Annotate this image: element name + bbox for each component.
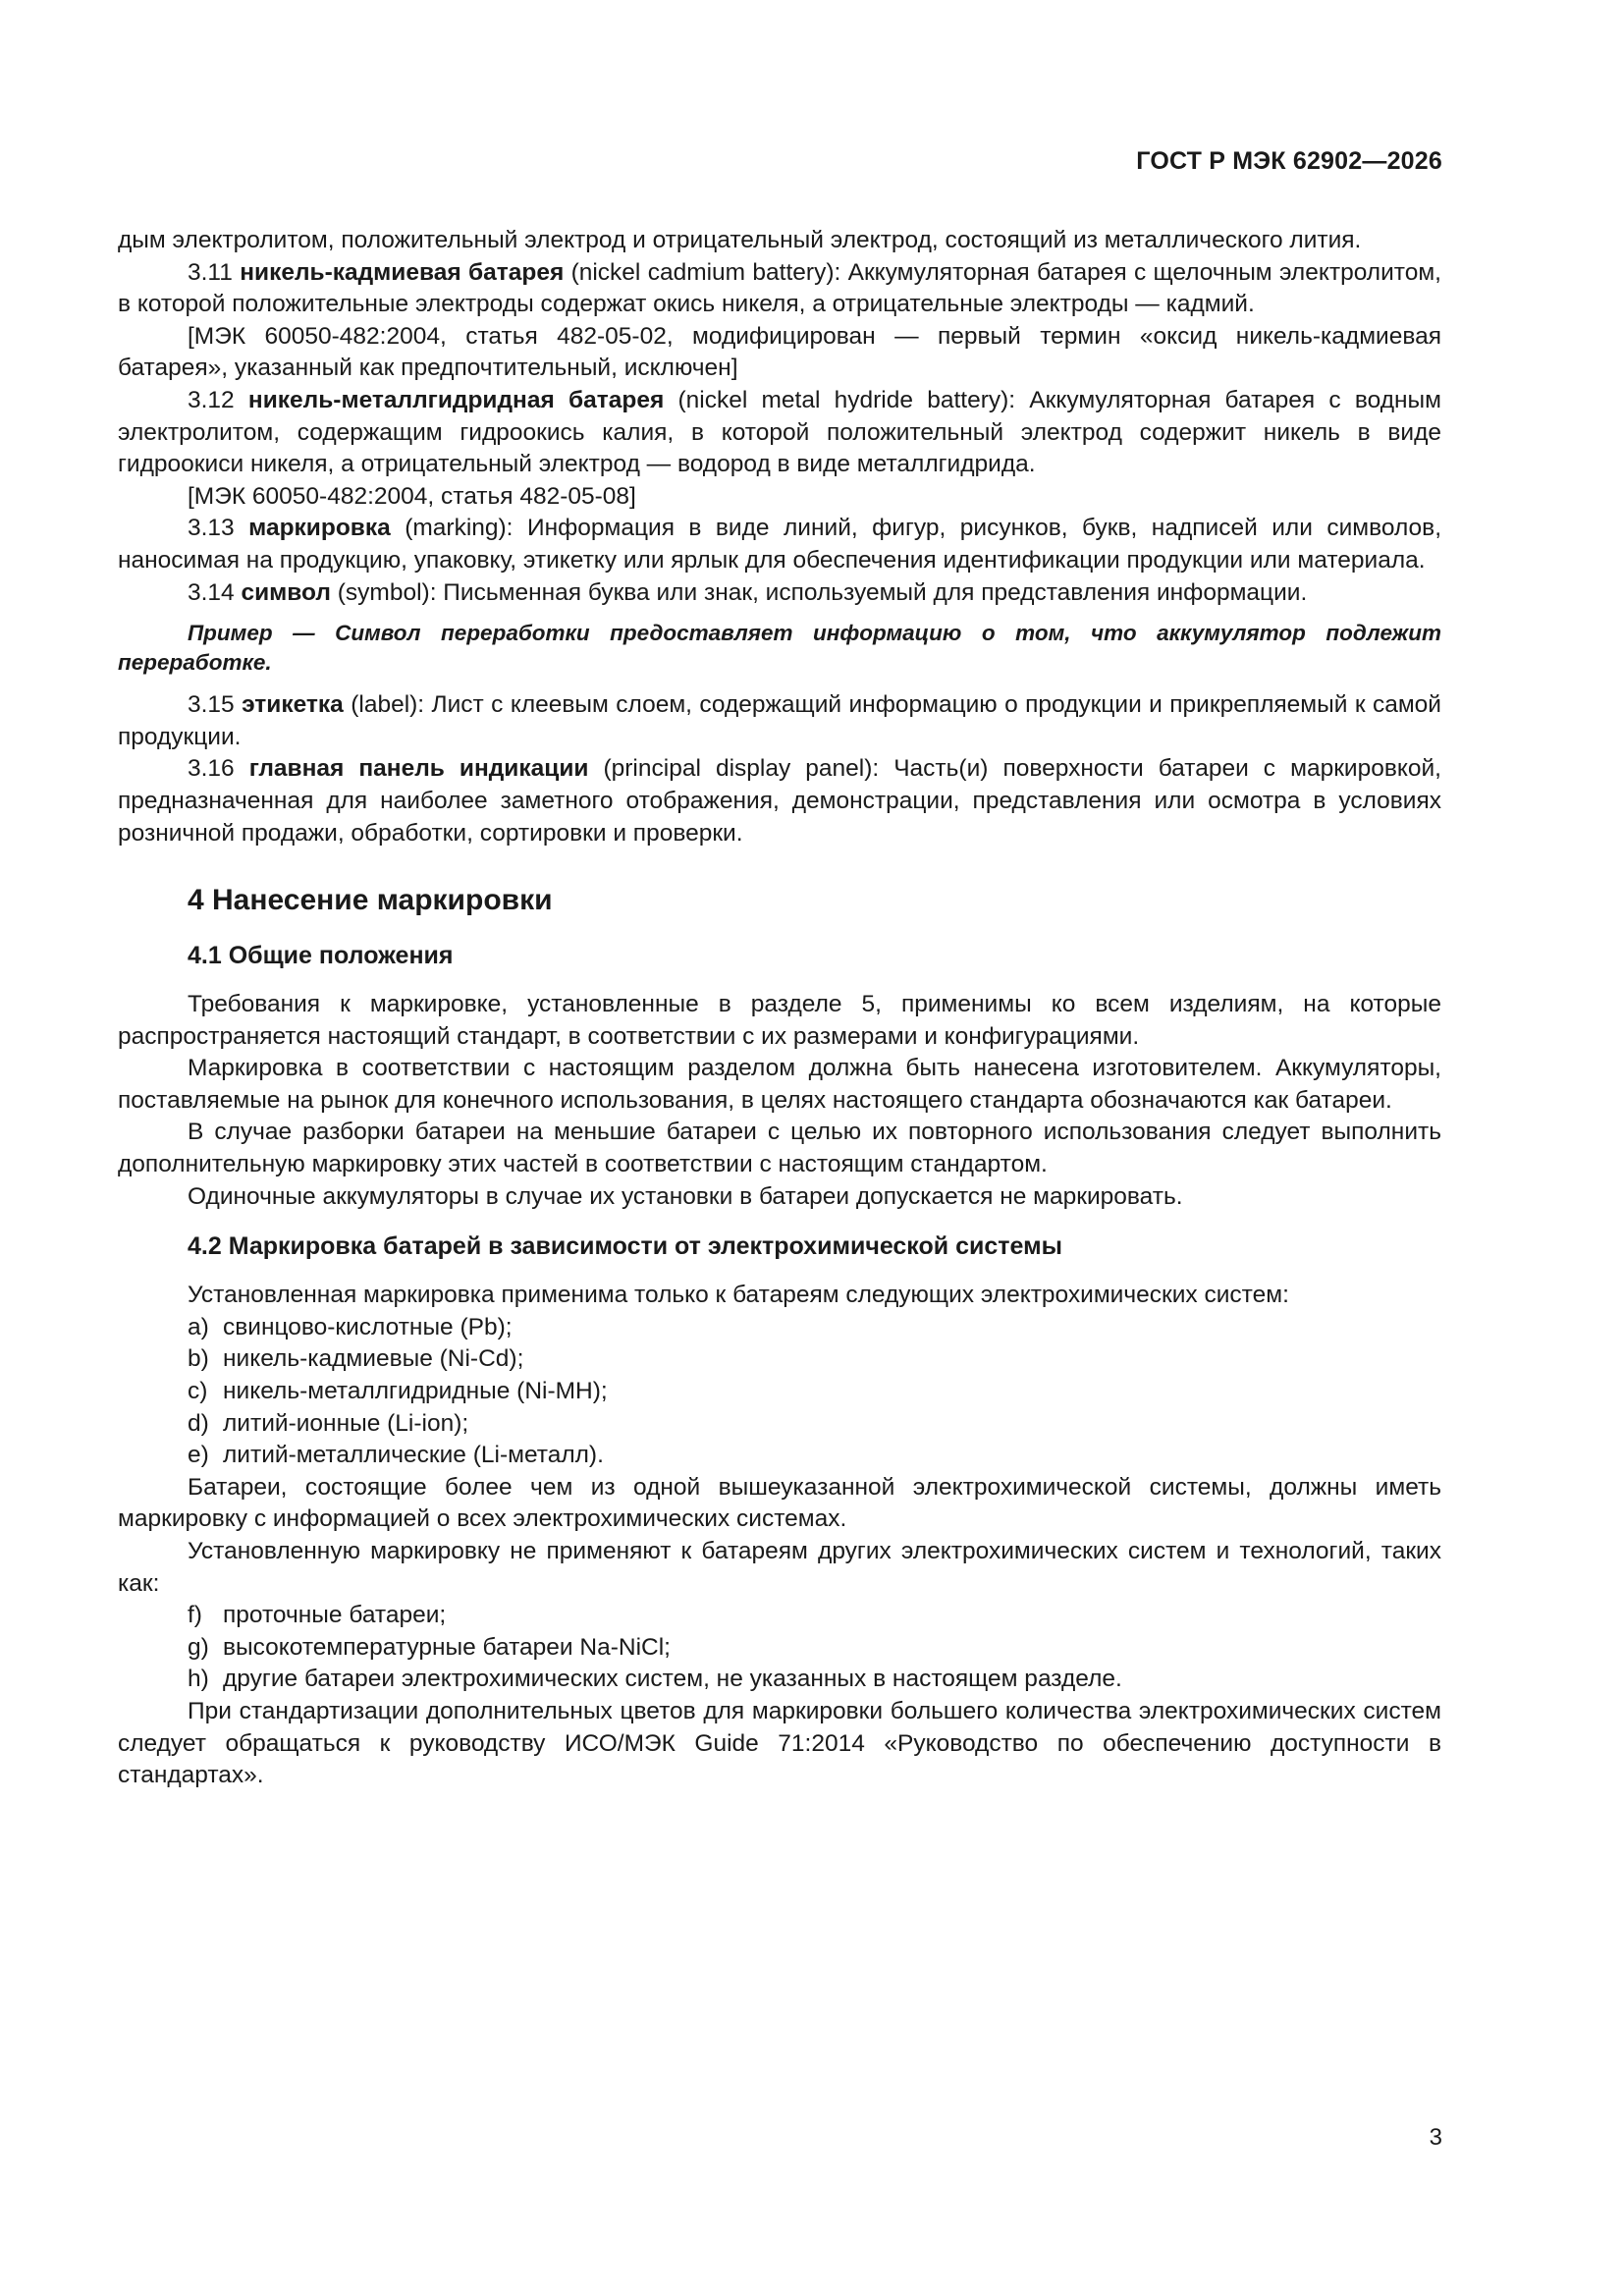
term-name: никель-кадмиевая батарея bbox=[240, 258, 565, 286]
term-3-15 bbox=[118, 689, 1441, 753]
list-letter: h) bbox=[188, 1666, 209, 1693]
term-3-13 bbox=[118, 513, 1441, 576]
list-item bbox=[118, 1600, 1441, 1632]
term-definition: (principal display panel): Часть(и) поверхности батареи с маркировкой, предназначенная для наиболее заметного отображения, демонстрации, представления или осмотра в условиях розничной продажи, обработки, сортировки и проверки. bbox=[118, 755, 1441, 847]
list-item bbox=[118, 1376, 1441, 1408]
section-4-heading: 4 Нанесение маркировки bbox=[188, 884, 553, 917]
example-note: Пример — Символ переработки предоставляет информацию о том, что аккумулятор подлежит переработке. bbox=[118, 621, 1441, 676]
list-text: литий-ионные (Li-ion); bbox=[223, 1409, 469, 1437]
term-number: 3.16 bbox=[188, 755, 249, 783]
term-3-12 bbox=[118, 385, 1441, 481]
paragraph-4-1-2: Маркировка в соответствии с настоящим разделом должна быть нанесена изготовителем. Аккумуляторы, поставляемые на рынок для конечного использования, в целях настоящего стандарта обозначаются как батареи. bbox=[118, 1055, 1441, 1114]
paragraph-4-2-2: Батареи, состоящие более чем из одной вышеуказанной электрохимической системы, должны иметь маркировку с информацией о всех электрохимических системах. bbox=[118, 1473, 1441, 1533]
list-text: проточные батареи; bbox=[223, 1602, 447, 1629]
term-definition: (marking): Информация в виде линий, фигур, рисунков, букв, надписей или символов, наносимая на продукцию, упаковку, этикетку или ярлык для обеспечения идентификации продукции или материала. bbox=[118, 515, 1441, 574]
term-number: 3.15 bbox=[188, 691, 243, 719]
list-item bbox=[118, 1408, 1441, 1441]
list-item bbox=[118, 1632, 1441, 1665]
paragraph-4-2-4: При стандартизации дополнительных цветов для маркировки большего количества электрохимических систем следует обращаться к руководству ИСО/МЭК Guide 71:2014 «Руководство по обеспечению доступности в стандартах». bbox=[118, 1697, 1441, 1789]
list-letter: b) bbox=[188, 1345, 209, 1373]
term-number: 3.14 bbox=[188, 578, 242, 606]
term-name: символ bbox=[241, 578, 331, 606]
paragraph-4-1-1: Требования к маркировке, установленные в разделе 5, применимы ко всем изделиям, на которые распространяется настоящий стандарт, в соответствии с их размерами и конфигурациями. bbox=[118, 991, 1441, 1050]
list-text: никель-кадмиевые (Ni-Cd); bbox=[223, 1345, 524, 1373]
list-text: литий-металлические (Li-металл). bbox=[223, 1442, 604, 1469]
subsection-4-1-heading: 4.1 Общие положения bbox=[188, 942, 454, 970]
term-number: 3.11 bbox=[188, 258, 241, 286]
term-3-11 bbox=[118, 257, 1441, 321]
paragraph-continuation: дым электролитом, положительный электрод и отрицательный электрод, состоящий из металлического лития. bbox=[118, 227, 1362, 253]
list-letter: f) bbox=[188, 1602, 202, 1629]
term-name: главная панель индикации bbox=[248, 755, 589, 783]
term-3-14 bbox=[118, 577, 1441, 610]
paragraph-4-1-3: В случае разборки батареи на меньшие батареи с целью их повторного использования следует выполнить дополнительную маркировку этих частей в соответствии с настоящим стандартом. bbox=[118, 1119, 1441, 1178]
list-item bbox=[118, 1664, 1441, 1696]
term-number: 3.13 bbox=[188, 515, 249, 542]
term-number: 3.12 bbox=[188, 386, 248, 413]
term-3-12-reference: [МЭК 60050-482:2004, статья 482-05-08] bbox=[188, 482, 636, 510]
term-3-11-reference: [МЭК 60050-482:2004, статья 482-05-02, модифицирован — первый термин «оксид никель-кадмиевая батарея», указанный как предпочтительный, исключен] bbox=[118, 322, 1441, 382]
list-letter: a) bbox=[188, 1313, 209, 1340]
list-text: никель-металлгидридные (Ni-MH); bbox=[223, 1378, 608, 1405]
page-number: 3 bbox=[1429, 2124, 1442, 2151]
term-name: маркировка bbox=[248, 515, 391, 542]
term-name: никель-металлгидридная батарея bbox=[247, 386, 665, 413]
term-definition: (label): Лист с клеевым слоем, содержащий информацию о продукции и прикрепляемый к самой продукции. bbox=[118, 691, 1441, 750]
term-name: этикетка bbox=[242, 691, 344, 719]
page-body bbox=[118, 225, 1441, 1792]
list-letter: g) bbox=[188, 1633, 209, 1661]
term-definition: (nickel cadmium battery): Аккумуляторная батарея с щелочным электролитом, в которой положительные электроды содержат окись никеля, а отрицательные электроды — кадмий. bbox=[118, 258, 1441, 318]
paragraph-4-2-intro: Установленная маркировка применима только к батареям следующих электрохимических систем: bbox=[188, 1282, 1289, 1309]
list-text: другие батареи электрохимических систем, не указанных в настоящем разделе. bbox=[223, 1666, 1122, 1693]
term-definition: (symbol): Письменная буква или знак, используемый для представления информации. bbox=[330, 578, 1308, 606]
list-letter: c) bbox=[188, 1378, 208, 1405]
list-letter: d) bbox=[188, 1409, 209, 1437]
paragraph-4-1-4: Одиночные аккумуляторы в случае их установки в батареи допускается не маркировать. bbox=[188, 1182, 1183, 1210]
list-text: высокотемпературные батареи Na-NiCl; bbox=[223, 1633, 671, 1661]
term-3-16 bbox=[118, 753, 1441, 849]
document-header: ГОСТ Р МЭК 62902—2026 bbox=[1136, 147, 1442, 175]
list-text: свинцово-кислотные (Pb); bbox=[223, 1313, 513, 1340]
list-item bbox=[118, 1343, 1441, 1376]
list-item bbox=[118, 1312, 1441, 1344]
subsection-4-2-heading: 4.2 Маркировка батарей в зависимости от электрохимической системы bbox=[188, 1232, 1062, 1261]
list-letter: e) bbox=[188, 1442, 209, 1469]
list-item bbox=[118, 1440, 1441, 1472]
paragraph-4-2-3: Установленную маркировку не применяют к батареям других электрохимических систем и технологий, таких как: bbox=[118, 1538, 1441, 1597]
term-definition: (nickel metal hydride battery): Аккумуляторная батарея с водным электролитом, содержащим гидроокись калия, в которой положительный электрод содержит никель в виде гидроокиси никеля, а отрицательный электрод — водород в виде металлгидрида. bbox=[118, 386, 1442, 478]
